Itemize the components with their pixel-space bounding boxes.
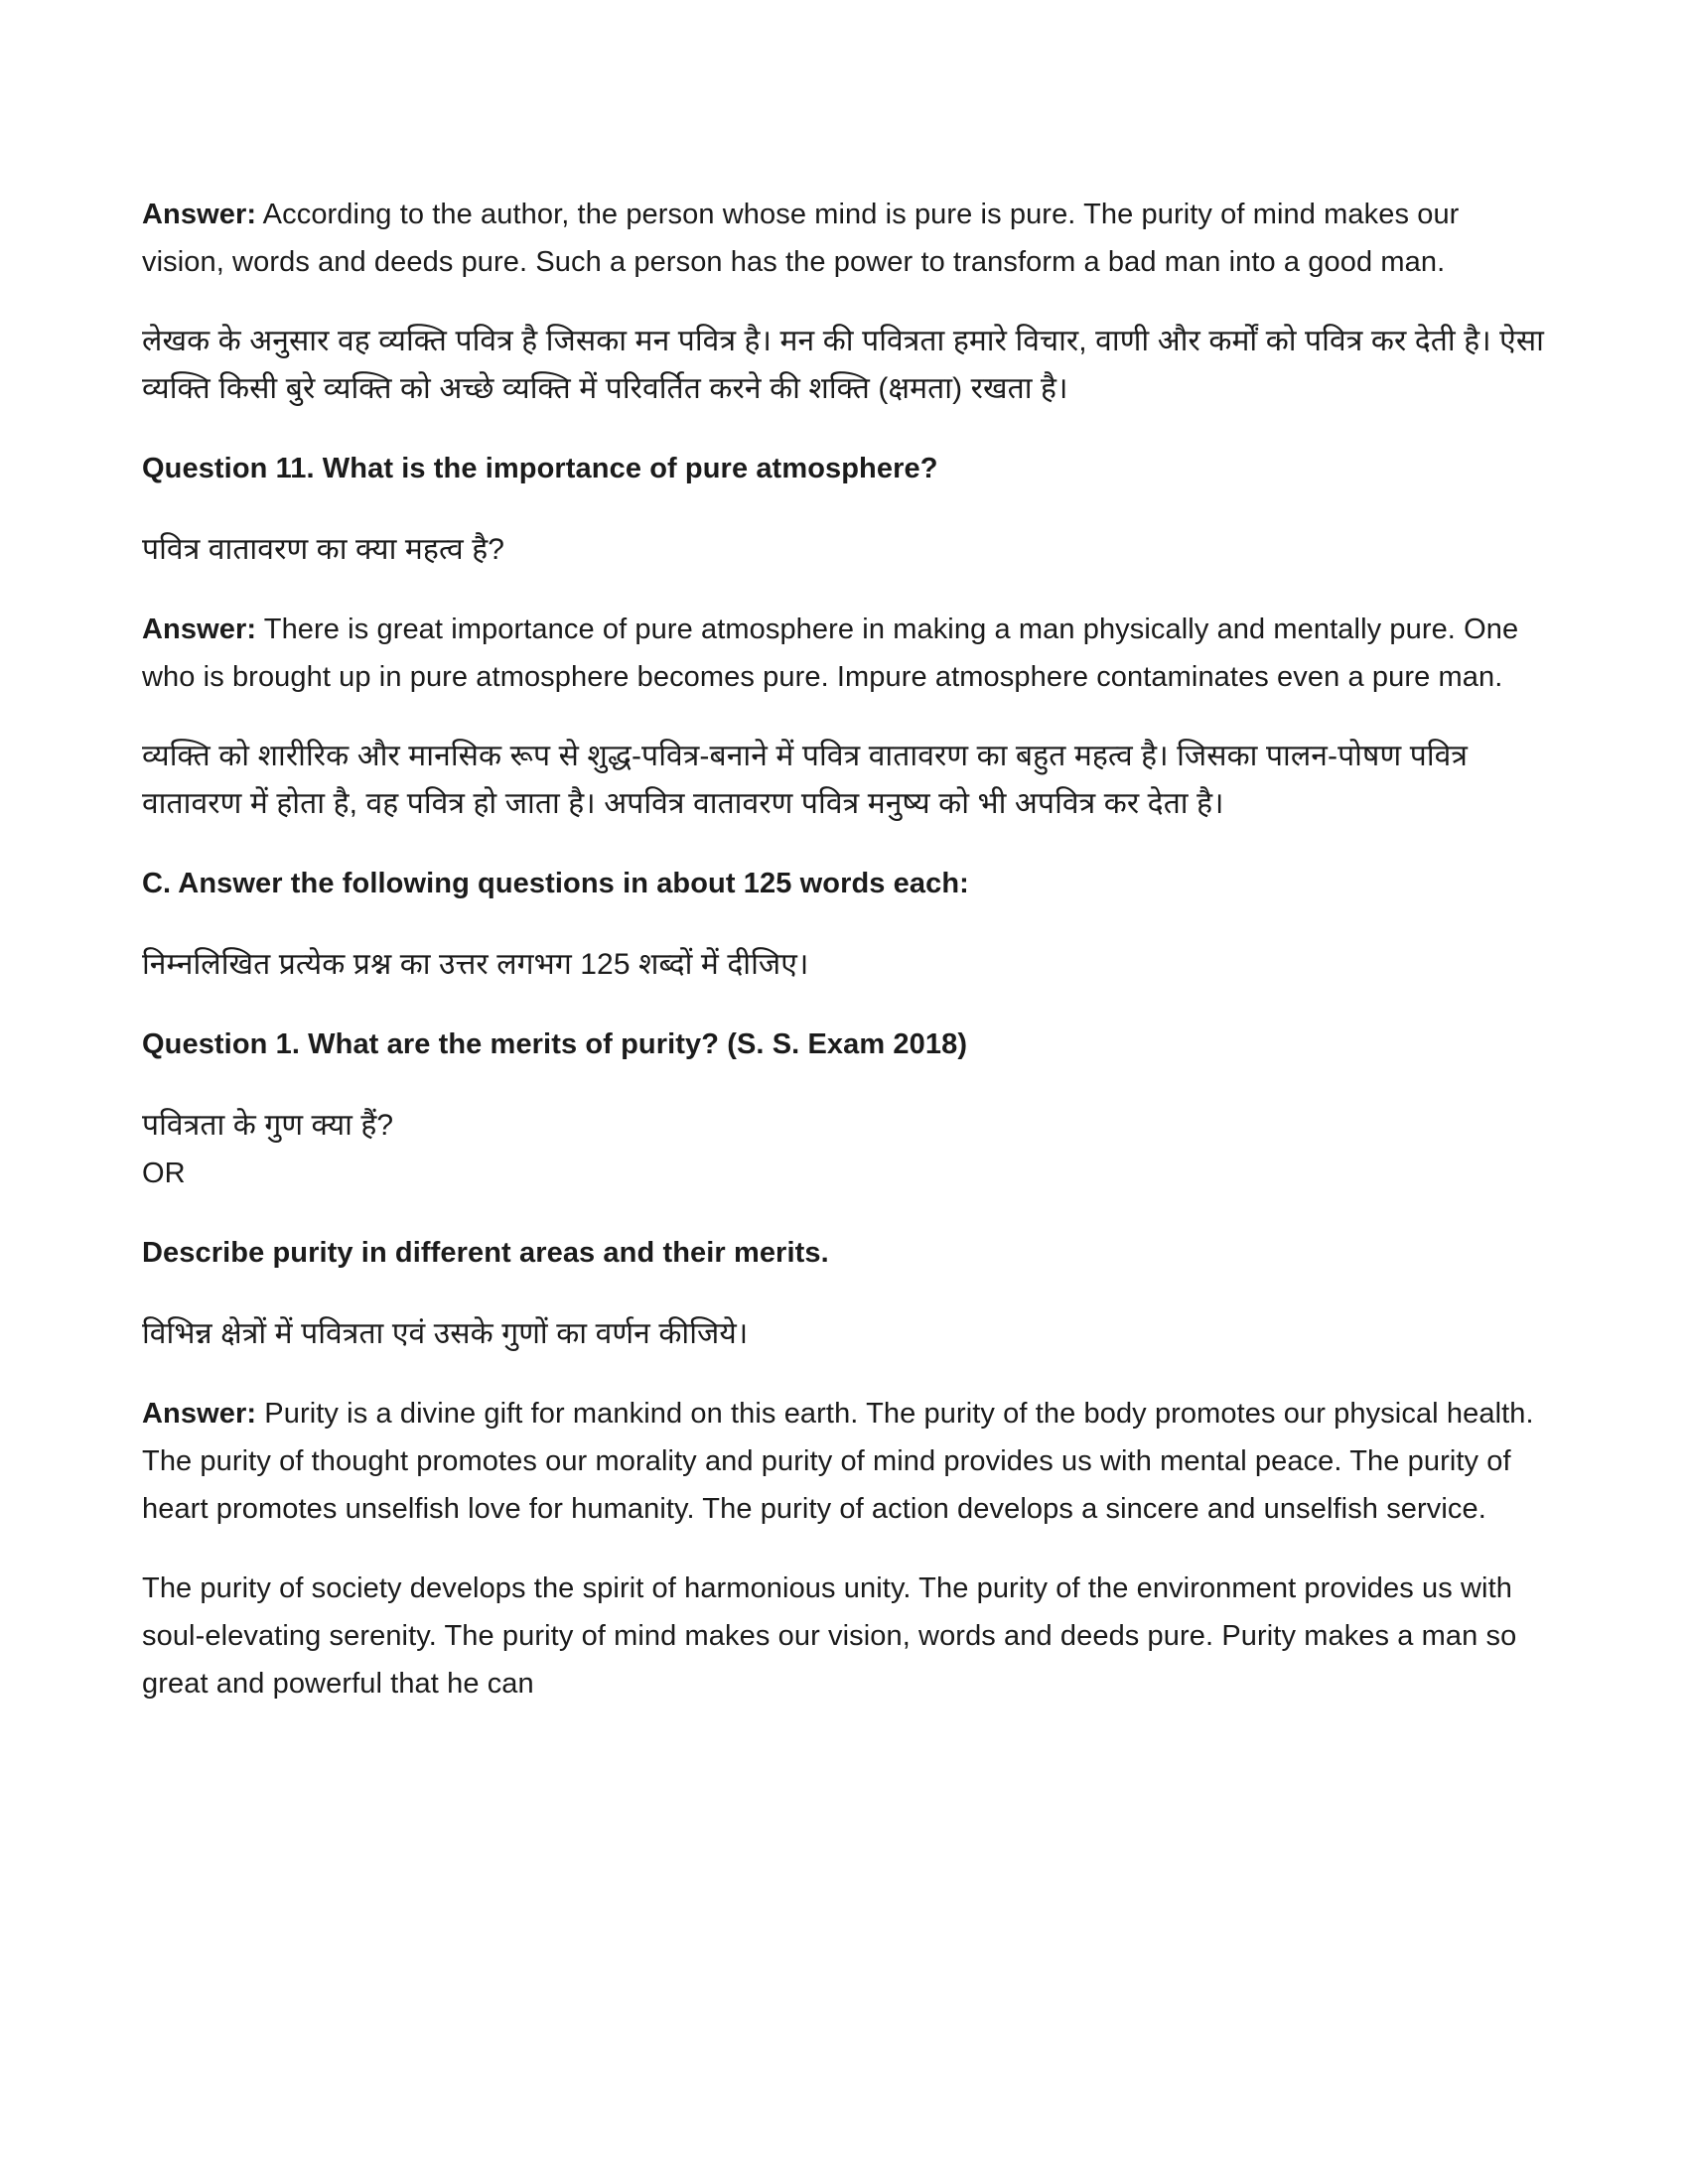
- alt-question-hindi-translation: विभिन्न क्षेत्रों में पवित्रता एवं उसके गुणों का वर्णन कीजिये।: [142, 1317, 749, 1350]
- answer-q10-text: According to the author, the person whose mind is pure is pure. The purity of mind makes our vision, words and deeds pure. Such a person has the power to transform a bad man into a good man.: [142, 199, 1460, 278]
- answer-label: Answer:: [142, 1398, 257, 1430]
- answer-label: Answer:: [142, 199, 257, 230]
- question-11-hindi-translation: पवित्र वातावरण का क्या महत्व है?: [142, 533, 505, 566]
- answer-q10-paragraph: [142, 191, 1549, 286]
- answer-q11-paragraph: [142, 606, 1549, 701]
- or-separator-label: OR: [142, 1158, 186, 1189]
- question-1-heading: Question 1. What are the merits of purity? (S. S. Exam 2018): [142, 1028, 968, 1060]
- answer-label: Answer:: [142, 614, 257, 645]
- answer-q1-paragraph-2: The purity of society develops the spirit of harmonious unity. The purity of the environment provides us with soul-elevating serenity. The purity of mind makes our vision, words and deeds pure. Purity makes a man so great and powerful that he can: [142, 1572, 1517, 1700]
- answer-q10-hindi-translation: लेखक के अनुसार वह व्यक्ति पवित्र है जिसका मन पवित्र है। मन की पवित्रता हमारे विचार, वाणी और कर्मों को पवित्र कर देती है। ऐसा व्यक्ति किसी बुरे व्यक्ति को अच्छे व्यक्ति में परिवर्तित करने की शक्ति (क्षमता) रखता है।: [142, 325, 1544, 405]
- answer-q11-hindi-translation: व्यक्ति को शारीरिक और मानसिक रूप से शुद्ध-पवित्र-बनाने में पवित्र वातावरण का बहुत महत्व है। जिसका पालन-पोषण पवित्र वातावरण में होता है, वह पवित्र हो जाता है। अपवित्र वातावरण पवित्र मनुष्य को भी अपवित्र कर देता है।: [142, 740, 1469, 820]
- answer-q1-text-1: Purity is a divine gift for mankind on this earth. The purity of the body promotes our physical health. The purity of thought promotes our morality and purity of mind provides us with mental peace. The purity of heart promotes unselfish love for humanity. The purity of action develops a sincere and unselfish service.: [142, 1398, 1534, 1525]
- question-1-hindi-block: [142, 1102, 1549, 1197]
- alt-question-heading: Describe purity in different areas and their merits.: [142, 1237, 829, 1269]
- answer-q1-paragraph-1: [142, 1390, 1549, 1533]
- section-c-heading: C. Answer the following questions in about 125 words each:: [142, 868, 969, 899]
- question-11-heading: Question 11. What is the importance of pure atmosphere?: [142, 453, 938, 484]
- answer-q11-text: There is great importance of pure atmosphere in making a man physically and mentally pure. One who is brought up in pure atmosphere becomes pure. Impure atmosphere contaminates even a pure man.: [142, 614, 1519, 693]
- section-c-hindi-translation: निम्नलिखित प्रत्येक प्रश्न का उत्तर लगभग 125 शब्दों में दीजिए।: [142, 948, 809, 981]
- question-1-hindi-translation: पवित्रता के गुण क्या हैं?: [142, 1109, 394, 1142]
